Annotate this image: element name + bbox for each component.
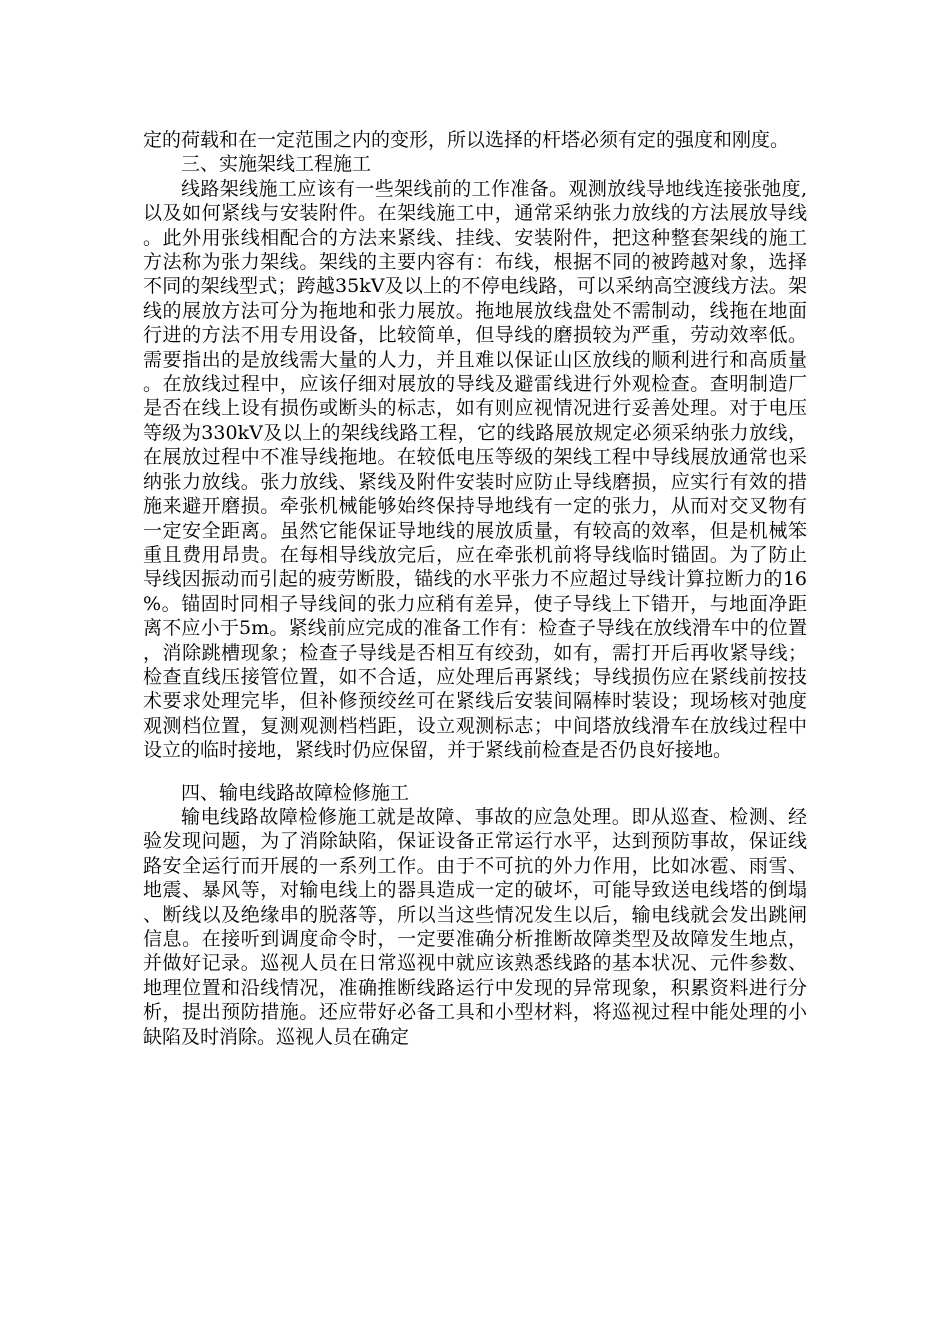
section-3-heading: 三、实施架线工程施工	[181, 153, 372, 176]
paragraph-spacer	[143, 763, 807, 781]
section-3-paragraph: 线路架线施工应该有一些架线前的工作准备。观测放线导地线连接张弛度,以及如何紧线与安装附件。在架线施工中，通常采纳张力放线的方法展放导线。此外用张线相配合的方法来紧线、挂线、安装附件，把这种整套架线的施工方法称为张力架线。架线的主要内容有：布线，根据不同的被跨越对象，选择不同的架线型式；跨越35kV及以上的不停电线路，可以采纳高空渡线方法。架线的展放方法可分为拖地和张力展放。拖地展放线盘处不需制动，线拖在地面行进的方法不用专用设备，比较简单，但导线的磨损较为严重，劳动效率低。需要指出的是放线需大量的人力，并且难以保证山区放线的顺利进行和高质量。在放线过程中，应该仔细对展放的导线及避雷线进行外观检查。查明制造厂是否在线上设有损伤或断头的标志，如有则应视情况进行妥善处理。对于电压等级为330kV及以上的架线线路工程，它的线路展放规定必须采纳张力放线，在展放过程中不准导线拖地。在较低电压等级的架线工程中导线展放通常也采纳张力放线。张力放线、紧线及附件安装时应防止导线磨损，应实行有效的措施来避开磨损。牵张机械能够始终保持导地线有一定的张力，从而对交叉物有一定安全距离。虽然它能保证导地线的展放质量，有较高的效率，但是机械笨重且费用昂贵。在每相导线放完后，应在牵张机前将导线临时锚固。为了防止导线因振动而引起的疲劳断股，锚线的水平张力不应超过导线计算拉断力的16%。锚固时同相子导线间的张力应稍有差异，使子导线上下错开，与地面净距离不应小于5m。紧线前应完成的准备工作有：检查子导线在放线滑车中的位置，消除跳槽现象；检查子导线是否相互有绞劲，如有，需打开后再收紧导线；检查直线压接管位置，如不合适，应处理后再紧线；导线损伤应在紧线前按技术要求处理完毕，但补修预绞丝可在紧线后安装间隔棒时装设；现场核对弛度观测档位置，复测观测档档距，设立观测标志；中间塔放线滑车在放线过程中设立的临时接地，紧线时仍应保留，并于紧线前检查是否仍良好接地。	[143, 177, 807, 762]
section-4-paragraph: 输电线路故障检修施工就是故障、事故的应急处理。即从巡查、检测、经验发现问题，为了消除缺陷，保证设备正常运行水平，达到预防事故，保证线路安全运行而开展的一系列工作。由于不可抗的外力作用，比如冰雹、雨雪、地震、暴风等，对输电线上的器具造成一定的破坏，可能导致送电线塔的倒塌、断线以及绝缘串的脱落等，所以当这些情况发生以后，输电线就会发出跳闸信息。在接听到调度命令时，一定要准确分析推断故障类型及故障发生地点，并做好记录。巡视人员在日常巡视中就应该熟悉线路的基本状况、元件参数、地理位置和沿线情况，准确推断线路运行中发现的异常现象，积累资料进行分析，提出预防措施。还应带好必备工具和小型材料，将巡视过程中能处理的小缺陷及时消除。巡视人员在确定	[143, 805, 807, 1048]
document-page	[143, 128, 807, 1049]
section-4-heading: 四、输电线路故障检修施工	[181, 781, 410, 804]
intro-paragraph: 定的荷载和在一定范围之内的变形，所以选择的杆塔必须有定的强度和刚度。	[143, 129, 790, 151]
